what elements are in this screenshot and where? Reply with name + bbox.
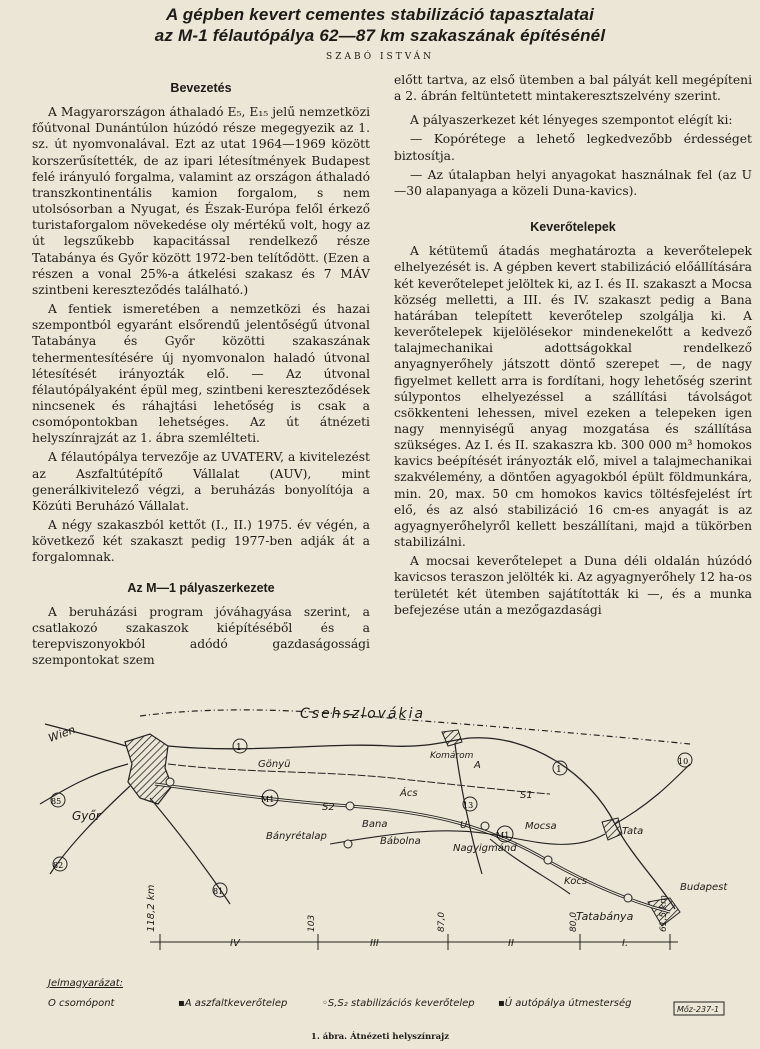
paragraph: A félautópálya tervezője az UVATERV, a kivitelezést az Aszfaltútépítő Vállalat (AUV), mint generálkivitelező végzi, a beruházás bonyolítója a Közúti Beruházó Vállalat.	[32, 450, 370, 513]
road-label: 13	[463, 801, 474, 810]
label-tata: Tata	[622, 826, 644, 837]
section-label: IV	[230, 938, 240, 949]
title-line-1: A gépben kevert cementes stabilizáció tapasztalatai	[165, 5, 595, 24]
heading-keverotelepek: Keverőtelepek	[530, 220, 616, 235]
label-tatabanya: Tatabánya	[576, 910, 634, 923]
label-s1: S1	[520, 790, 533, 801]
legend-item: ◦S,S₂ stabilizációs keverőtelep	[322, 998, 475, 1009]
city-gyor	[125, 734, 172, 804]
right-column	[394, 72, 752, 621]
road-label: 81	[213, 887, 224, 896]
paragraph: A mocsai keverőtelepet a Duna déli oldalán húzódó kavicsos teraszon jelölték ki. Az agyagnyerőhely 12 ha-os területét két ütemben sajátították ki —, és a munka befejezése után a mezőgazdasági	[394, 554, 752, 617]
legend-title: Jelmagyarázat:	[48, 978, 124, 989]
paragraph: előtt tartva, az első ütemben a bal pályát kell megépíteni a 2. ábrán feltüntetett mintakeresztszelvény szerint.	[394, 73, 752, 104]
road-label: 85	[51, 797, 62, 806]
road-label: 1	[556, 765, 562, 775]
legend-item: ▪Ú autópálya útmesterség	[498, 998, 632, 1009]
label-wien: Wien	[46, 723, 78, 745]
author: SZABÓ ISTVÁN	[326, 52, 434, 62]
road-label: M1	[496, 831, 510, 840]
label-banyretalap: Bányrétalap	[266, 831, 327, 842]
legend-item: O csomópont	[48, 998, 115, 1009]
figure-caption: 1. ábra. Átnézeti helyszínrajz	[310, 1032, 450, 1042]
label-komarom: Komárom	[430, 751, 474, 761]
paragraph: A Magyarországon áthaladó E₅, E₁₅ jelű nemzetközi főútvonal Dunántúlon húzódó része megegyezik az 1. sz. út nyomvonalával. Ezt az utat 1964—1969 között korszerűsítették, de az ipari létesítmények Budapest felé irányuló forgalma, valamint az országon áthaladó transzkontinentális kamion forgalom, s nem utolsósorban a Nyugat, és Észak-Európa felől érkező turistaforgalom növekedése oly mértékű volt, hogy az út legszűkebb kapacitással rendelkező része Tatabánya és Győr között 1972-ben telítődött. (Ezen a részen a vonal 25%-a átkelési szakasz és 7 MÁV szintbeni kereszteződés található.)	[32, 105, 370, 297]
legend-item: ▪A aszfaltkeverőtelep	[178, 998, 288, 1009]
label-u: U	[460, 820, 468, 831]
road-label: 1	[236, 743, 242, 753]
paragraph: A kétütemű átadás meghatározta a keverőtelepek elhelyezését is. A gépben kevert stabilizáció előállítására két keverőtelepet jelöltek ki, az I. és II. szakaszt a Mocsa község melletti, a III. és IV. szakaszt pedig a Bana határában telepített keverőtelep szolgálja ki. A keverőtelepek kijelölésekor mindenekelőtt a kedvező talajmechanikai adottságokkal rendelkező anyagnyerőhely játszott döntő szerepet —, de nagy figyelmet kellett arra is fordítani, hogy lehetőség szerint súlypontos elhelyezéssel a szállítási távolságot csökkenteni lehessen, mivel ezeken a telepeken igen nagy mennyiségű anyag mozgatása és szállítása szükséges. Az I. és II. szakaszra kb. 300 000 m³ homokos kavics beépítését irányozták elő, mivel a talajmechanikai szakvélemény, a döntően agyagokból épült földmunkára, min. 20, max. 50 cm homokos kavics töltésfejelést írt elő, és az alsó stabilizáció 16 cm-es anyagát is az agyagnyerőhelyről kellett beszállítani, majd a tükörben stabilizálni.	[394, 244, 752, 550]
road-1	[168, 738, 675, 909]
left-column	[32, 76, 370, 671]
paragraph: A fentiek ismeretében a nemzetközi és hazai szempontból egyaránt elsőrendű jelentőségű útvonal Tatabánya és Győr közötti szakaszának tehermentesítésére új nyomvonalon haladó útvonal létesítését irányozták elő. — Az útvonal félautópályaként épül meg, szintbeni kereszteződések nincsenek és ráhajtási lehetőség is csak a csomópontokban lehetséges. Az út átnézeti helyszínrajzát az 1. ábra szemlélteti.	[32, 302, 370, 446]
label-csehszlovakia: Csehszlovákia	[300, 706, 426, 722]
km-mark: 61,5 km	[659, 895, 669, 932]
heading-palyaszerkezet: Az M—1 pályaszerkezete	[127, 580, 275, 595]
road-label: 10	[678, 757, 689, 766]
label-nagyigmand: Nagyigmánd	[453, 843, 517, 854]
title-line-2: az M-1 félautópálya 62—87 km szakaszának építésénél	[154, 26, 606, 45]
label-gonyu: Gönyü	[258, 759, 291, 770]
section-label: III	[370, 938, 379, 949]
heading-bevezetes: Bevezetés	[170, 81, 232, 95]
label-acs: Ács	[400, 788, 418, 799]
label-s2: S2	[322, 802, 335, 813]
section-label: II	[508, 938, 514, 949]
label-a: A	[474, 760, 481, 771]
label-babolna: Bábolna	[380, 836, 421, 847]
label-gyor: Győr	[72, 809, 101, 823]
paragraph: A négy szakaszból kettőt (I., II.) 1975. év végén, a következő két szakaszt pedig 1977-ben adják át a forgalomnak.	[32, 518, 370, 565]
label-mocsa: Mocsa	[525, 821, 557, 832]
label-bana: Bana	[362, 819, 388, 830]
km-mark: 87,0	[437, 911, 447, 932]
road-label: M1	[261, 795, 275, 804]
section-label: I.	[622, 938, 629, 949]
road-10	[615, 764, 690, 824]
label-budapest: Budapest	[680, 882, 728, 893]
label-kocs: Kocs	[564, 876, 588, 887]
km-mark: 80,0	[569, 911, 579, 932]
road-m1	[155, 784, 670, 912]
city-komarom	[442, 730, 462, 746]
km-mark: 103	[307, 914, 317, 932]
paragraph: A beruházási program jóváhagyása szerint, a csatlakozó szakaszok kiépítéséből és a terepviszonyokból adódó gazdaságossági szempontokat szem	[32, 604, 370, 668]
railway	[168, 764, 550, 794]
paragraph: A pályaszerkezet két lényeges szempontot elégít ki:	[410, 113, 733, 128]
km-mark: 118,2 km	[146, 884, 157, 932]
road-label: 82	[53, 861, 64, 870]
article-title	[0, 4, 760, 46]
figure-code: Mőz-237-1	[677, 1005, 720, 1014]
dash-item: — Az útalapban helyi anyagokat használnak fel (az U—30 alapanyaga a közeli Duna-kavics).	[394, 167, 752, 198]
overview-map	[30, 694, 738, 1029]
dash-item: — Kopórétege a lehető legkedvezőbb érdességet biztosítja.	[394, 132, 752, 163]
